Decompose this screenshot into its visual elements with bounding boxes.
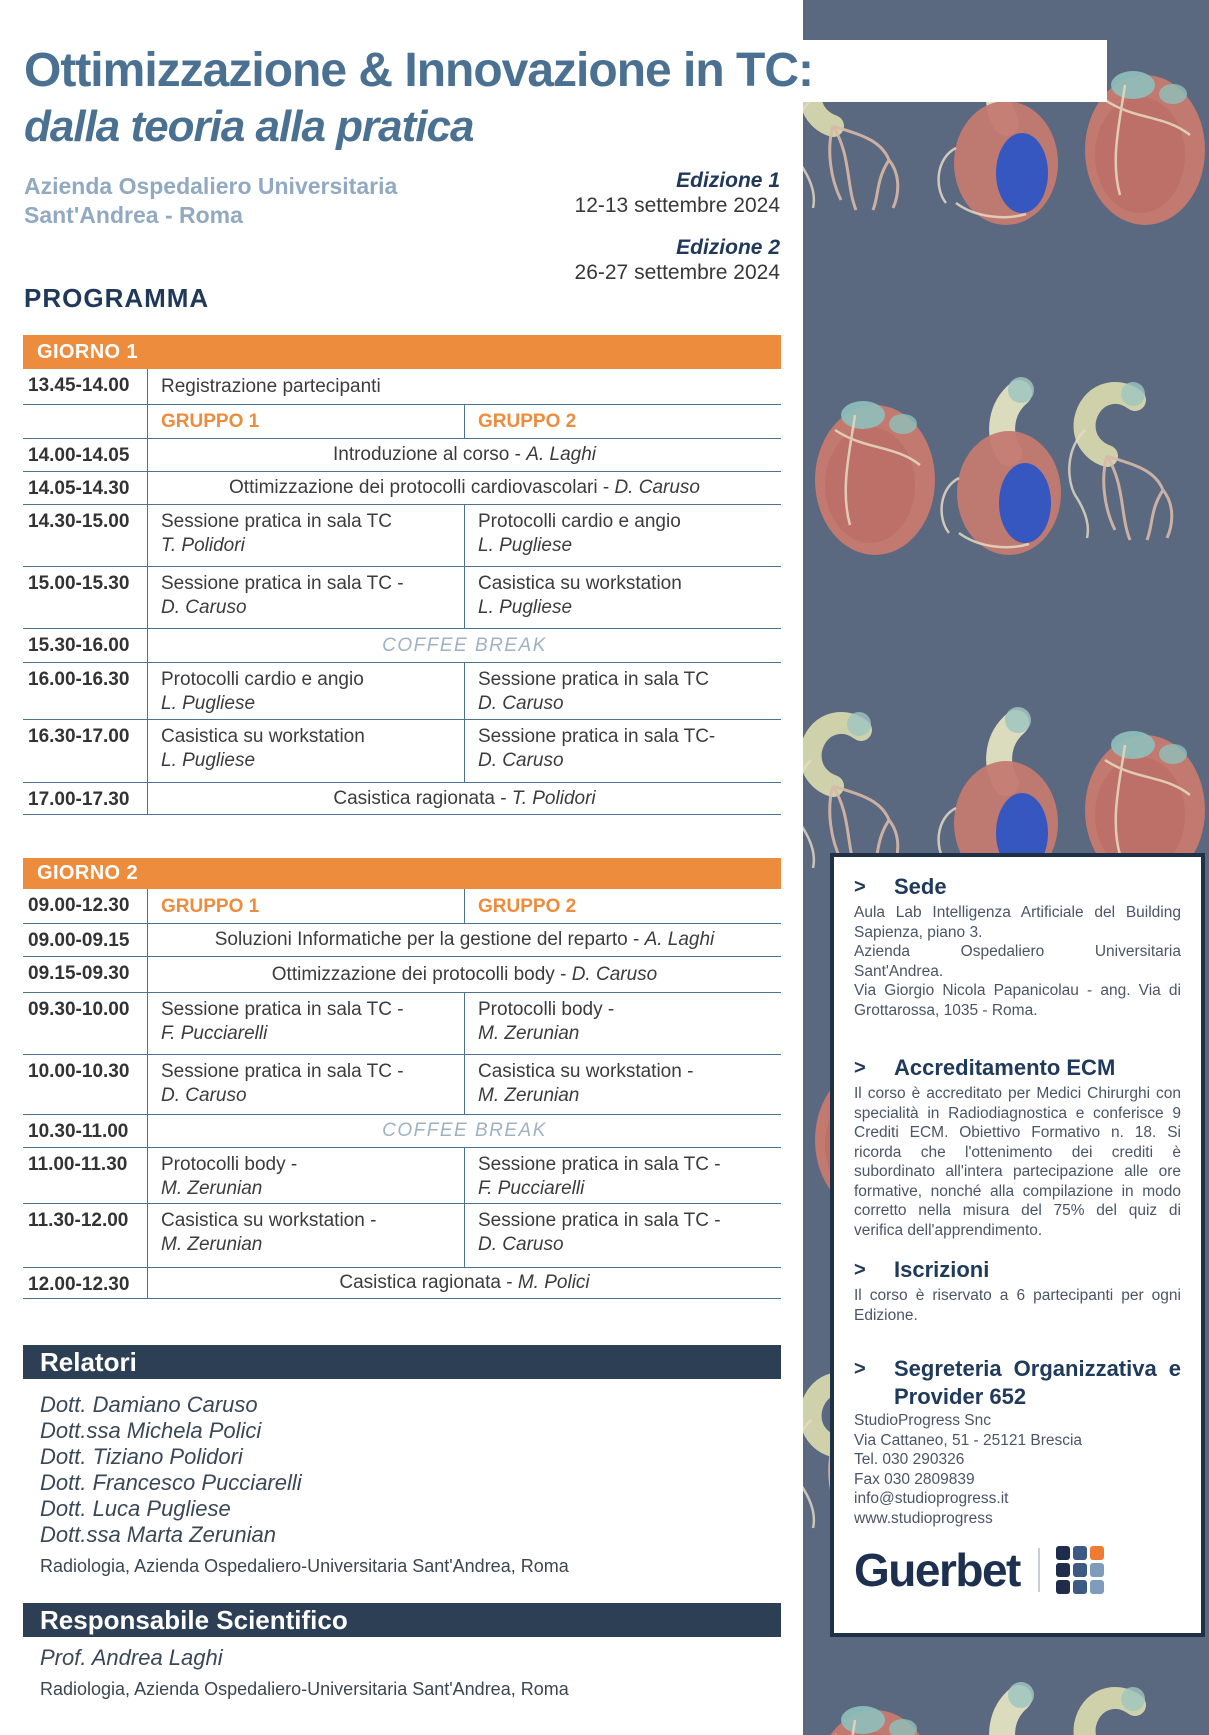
session-cell <box>148 957 781 992</box>
segreteria-title: Segreteria Organizzativa e Provider 652 <box>894 1356 1181 1409</box>
table-row <box>23 720 781 783</box>
segreteria-fax: Fax 030 2809839 <box>854 1470 975 1488</box>
session-title: Soluzioni Informatiche per la gestione del reparto - <box>214 929 640 950</box>
time-cell: 09.00-12.30 <box>23 889 148 923</box>
table-row <box>23 1115 781 1148</box>
group2-session-cell <box>465 663 781 719</box>
sede-title: Sede <box>894 874 947 899</box>
table-row <box>23 369 781 405</box>
session-title: Sessione pratica in sala TC - <box>161 573 404 594</box>
program-heading: PROGRAMMA <box>24 283 210 313</box>
group1-session-cell <box>148 567 465 628</box>
editions-block <box>450 168 780 302</box>
info-box <box>830 853 1205 1637</box>
session-title: Protocolli body - <box>478 999 615 1020</box>
segreteria-website: www.studioprogress <box>854 1509 993 1527</box>
group2-session-cell <box>465 1148 781 1203</box>
time-cell: 11.30-12.00 <box>23 1204 148 1267</box>
segreteria-company: StudioProgress Snc <box>854 1412 991 1429</box>
responsabile-heading: Responsabile Scientifico <box>23 1603 781 1637</box>
session-cell <box>148 783 781 814</box>
session-title: Protocolli body - <box>161 1154 298 1175</box>
coffee-break-cell: COFFEE BREAK <box>382 634 547 656</box>
time-cell: 16.30-17.00 <box>23 720 148 782</box>
session-title: Casistica su workstation <box>478 573 682 594</box>
group1-session-cell <box>148 720 465 782</box>
time-cell: 14.05-14.30 <box>23 472 148 504</box>
sede-line: Aula Lab Intelligenza Artificiale del Building Sapienza, piano 3. <box>854 904 1181 941</box>
session-title: Casistica ragionata - <box>333 787 507 809</box>
sponsor-logo <box>854 1544 1181 1596</box>
table-row <box>23 439 781 472</box>
speaker-full-name: Dott.ssa Marta Zerunian <box>40 1522 276 1547</box>
speaker-full-name: Dott. Damiano Caruso <box>40 1392 258 1417</box>
group1-header: GRUPPO 1 <box>148 889 465 923</box>
time-cell: 09.00-09.15 <box>23 924 148 956</box>
iscrizioni-text: Il corso è riservato a 6 partecipanti per ogni Edizione. <box>854 1287 1181 1324</box>
speaker-name: D. Caruso <box>478 1234 564 1255</box>
group2-session-cell <box>465 993 781 1054</box>
table-row <box>23 957 781 993</box>
session-title: Sessione pratica in sala TC- <box>478 726 716 747</box>
organization-line1: Azienda Ospedaliero Universitaria <box>24 173 398 199</box>
session-title: Sessione pratica in sala TC - <box>478 1154 721 1175</box>
speaker-name: D. Caruso <box>614 477 700 498</box>
time-cell: 10.30-11.00 <box>23 1115 148 1147</box>
time-cell: 16.00-16.30 <box>23 663 148 719</box>
time-cell: 15.30-16.00 <box>23 629 148 662</box>
speaker-name: L. Pugliese <box>161 693 256 714</box>
sede-line: Azienda Ospedaliero Universitaria Sant'Andrea. <box>854 943 1181 980</box>
speaker-name: T. Polidori <box>161 535 245 556</box>
table-row <box>23 472 781 505</box>
session-cell: Registrazione partecipanti <box>161 375 381 397</box>
speaker-name: A. Laghi <box>644 929 715 950</box>
speaker-name: M. Zerunian <box>478 1085 580 1106</box>
session-cell <box>148 924 781 956</box>
guerbet-wordmark: Guerbet <box>854 1544 1020 1596</box>
group1-session-cell <box>148 663 465 719</box>
chevron-bullet-icon: > <box>854 876 866 898</box>
session-title: Sessione pratica in sala TC - <box>478 1210 721 1231</box>
session-title: Protocolli cardio e angio <box>161 669 364 690</box>
group1-session-cell <box>148 1055 465 1114</box>
page-title-line2: dalla teoria alla pratica <box>24 102 474 151</box>
title-band <box>0 40 1107 102</box>
sede-text <box>854 903 1181 1020</box>
speaker-name: M. Zerunian <box>161 1234 263 1255</box>
session-cell <box>148 439 781 471</box>
session-title: Casistica ragionata - <box>339 1272 513 1293</box>
session-title: Casistica su workstation - <box>161 1210 377 1231</box>
speaker-name: F. Pucciarelli <box>161 1023 268 1044</box>
time-cell: 15.00-15.30 <box>23 567 148 628</box>
time-cell: 12.00-12.30 <box>23 1268 148 1298</box>
time-cell: 14.00-14.05 <box>23 439 148 471</box>
speaker-full-name: Dott. Luca Pugliese <box>40 1496 231 1521</box>
day1-schedule-table <box>23 335 781 815</box>
chevron-bullet-icon: > <box>854 1057 866 1079</box>
table-row <box>23 1148 781 1204</box>
chevron-bullet-icon: > <box>854 1358 866 1380</box>
relatori-affiliation: Radiologia, Azienda Ospedaliero-Universitaria Sant'Andrea, Roma <box>40 1556 569 1576</box>
session-title: Protocolli cardio e angio <box>478 511 681 532</box>
speaker-name: M. Zerunian <box>161 1178 263 1199</box>
table-row <box>23 889 781 924</box>
organization-line2: Sant'Andrea - Roma <box>24 202 243 228</box>
session-title: Introduzione al corso - <box>332 444 521 465</box>
segreteria-phone: Tel. 030 290326 <box>854 1451 965 1468</box>
speaker-name: D. Caruso <box>571 963 658 985</box>
table-row <box>23 505 781 567</box>
group2-session-cell <box>465 1204 781 1267</box>
table-row <box>23 993 781 1055</box>
responsabile-block <box>40 1645 569 1702</box>
organization-name <box>24 172 397 230</box>
relatori-list <box>40 1392 569 1579</box>
speaker-name: M. Zerunian <box>478 1023 580 1044</box>
speaker-name: F. Pucciarelli <box>478 1178 585 1199</box>
session-title: Sessione pratica in sala TC <box>478 669 709 690</box>
table-row <box>23 405 781 439</box>
speaker-name: A. Laghi <box>526 444 596 465</box>
table-row <box>23 663 781 720</box>
session-cell <box>148 472 781 504</box>
speaker-name: D. Caruso <box>161 1085 247 1106</box>
speaker-name: T. Polidori <box>511 787 596 809</box>
day2-header: GIORNO 2 <box>23 858 781 889</box>
time-cell <box>23 405 148 438</box>
speaker-full-name: Dott. Francesco Pucciarelli <box>40 1470 302 1495</box>
speaker-name: D. Caruso <box>478 693 564 714</box>
guerbet-grid-icon <box>1056 1546 1104 1594</box>
speaker-name: L. Pugliese <box>478 535 573 556</box>
session-title: Sessione pratica in sala TC - <box>161 1061 404 1082</box>
relatori-heading: Relatori <box>23 1345 781 1379</box>
responsabile-name: Prof. Andrea Laghi <box>40 1645 223 1670</box>
segreteria-contact <box>854 1411 1181 1528</box>
day1-header: GIORNO 1 <box>23 335 781 369</box>
chevron-bullet-icon: > <box>854 1259 866 1281</box>
speaker-name: L. Pugliese <box>161 750 256 771</box>
sede-heading <box>854 873 1181 901</box>
segreteria-email: info@studioprogress.it <box>854 1490 1009 1507</box>
group1-header: GRUPPO 1 <box>148 405 465 438</box>
edition2-dates: 26-27 settembre 2024 <box>574 261 780 284</box>
group2-session-cell <box>465 720 781 782</box>
speaker-name: D. Caruso <box>478 750 564 771</box>
edition1-dates: 12-13 settembre 2024 <box>574 194 780 217</box>
group2-session-cell <box>465 1055 781 1114</box>
session-title: Sessione pratica in sala TC <box>161 511 392 532</box>
session-title: Casistica su workstation <box>161 726 365 747</box>
day2-schedule-table <box>23 858 781 1299</box>
time-cell: 09.15-09.30 <box>23 957 148 992</box>
ecm-title: Accreditamento ECM <box>894 1055 1116 1080</box>
iscrizioni-title: Iscrizioni <box>894 1257 990 1282</box>
session-cell <box>148 1268 781 1298</box>
table-row <box>23 1055 781 1115</box>
edition1-label: Edizione 1 <box>676 169 780 192</box>
time-cell: 17.00-17.30 <box>23 783 148 814</box>
table-row <box>23 1204 781 1268</box>
group1-session-cell <box>148 993 465 1054</box>
ecm-text: Il corso è accreditato per Medici Chirurghi con specialità in Radiodiagnostica e conferisce 9 Crediti ECM. Obiettivo Formativo n. 18. Si ricorda che l'ottenimento dei crediti è subordinato all'intera partecipazione alle ore formative, nonché alla compilazione in modo corretto nella misura del 75% del quiz di verifica dell'apprendimento. <box>854 1085 1181 1239</box>
speaker-name: L. Pugliese <box>478 597 573 618</box>
group2-session-cell <box>465 567 781 628</box>
coffee-break-cell: COFFEE BREAK <box>382 1120 547 1141</box>
responsabile-affiliation: Radiologia, Azienda Ospedaliero-Universitaria Sant'Andrea, Roma <box>40 1679 569 1699</box>
time-cell: 09.30-10.00 <box>23 993 148 1054</box>
iscrizioni-heading <box>854 1256 1181 1284</box>
sede-line: Via Giorgio Nicola Papanicolau - ang. Via di Grottarossa, 1035 - Roma. <box>854 982 1181 1019</box>
time-cell: 14.30-15.00 <box>23 505 148 566</box>
group2-session-cell <box>465 505 781 566</box>
group1-session-cell <box>148 1204 465 1267</box>
table-row <box>23 1268 781 1299</box>
table-row <box>23 629 781 663</box>
group1-session-cell <box>148 505 465 566</box>
session-title: Casistica su workstation - <box>478 1061 694 1082</box>
table-row <box>23 567 781 629</box>
time-cell: 10.00-10.30 <box>23 1055 148 1114</box>
group2-header: GRUPPO 2 <box>478 411 577 432</box>
session-title: Sessione pratica in sala TC - <box>161 999 404 1020</box>
logo-divider <box>1038 1548 1040 1592</box>
table-row <box>23 783 781 815</box>
page-title-line1: Ottimizzazione & Innovazione in TC: <box>24 44 814 97</box>
segreteria-heading <box>854 1355 1181 1411</box>
speaker-name: D. Caruso <box>161 597 247 618</box>
edition2-label: Edizione 2 <box>676 236 780 259</box>
speaker-name: M. Polici <box>517 1272 590 1293</box>
group1-session-cell <box>148 1148 465 1203</box>
session-title: Ottimizzazione dei protocolli body - <box>271 963 567 985</box>
time-cell: 11.00-11.30 <box>23 1148 148 1203</box>
session-title: Ottimizzazione dei protocolli cardiovascolari - <box>229 477 610 498</box>
time-cell: 13.45-14.00 <box>23 369 148 404</box>
segreteria-address: Via Cattaneo, 51 - 25121 Brescia <box>854 1431 1083 1449</box>
group2-header: GRUPPO 2 <box>478 895 577 917</box>
table-row <box>23 924 781 957</box>
speaker-full-name: Dott. Tiziano Polidori <box>40 1444 243 1469</box>
ecm-heading <box>854 1054 1181 1082</box>
speaker-full-name: Dott.ssa Michela Polici <box>40 1418 262 1443</box>
